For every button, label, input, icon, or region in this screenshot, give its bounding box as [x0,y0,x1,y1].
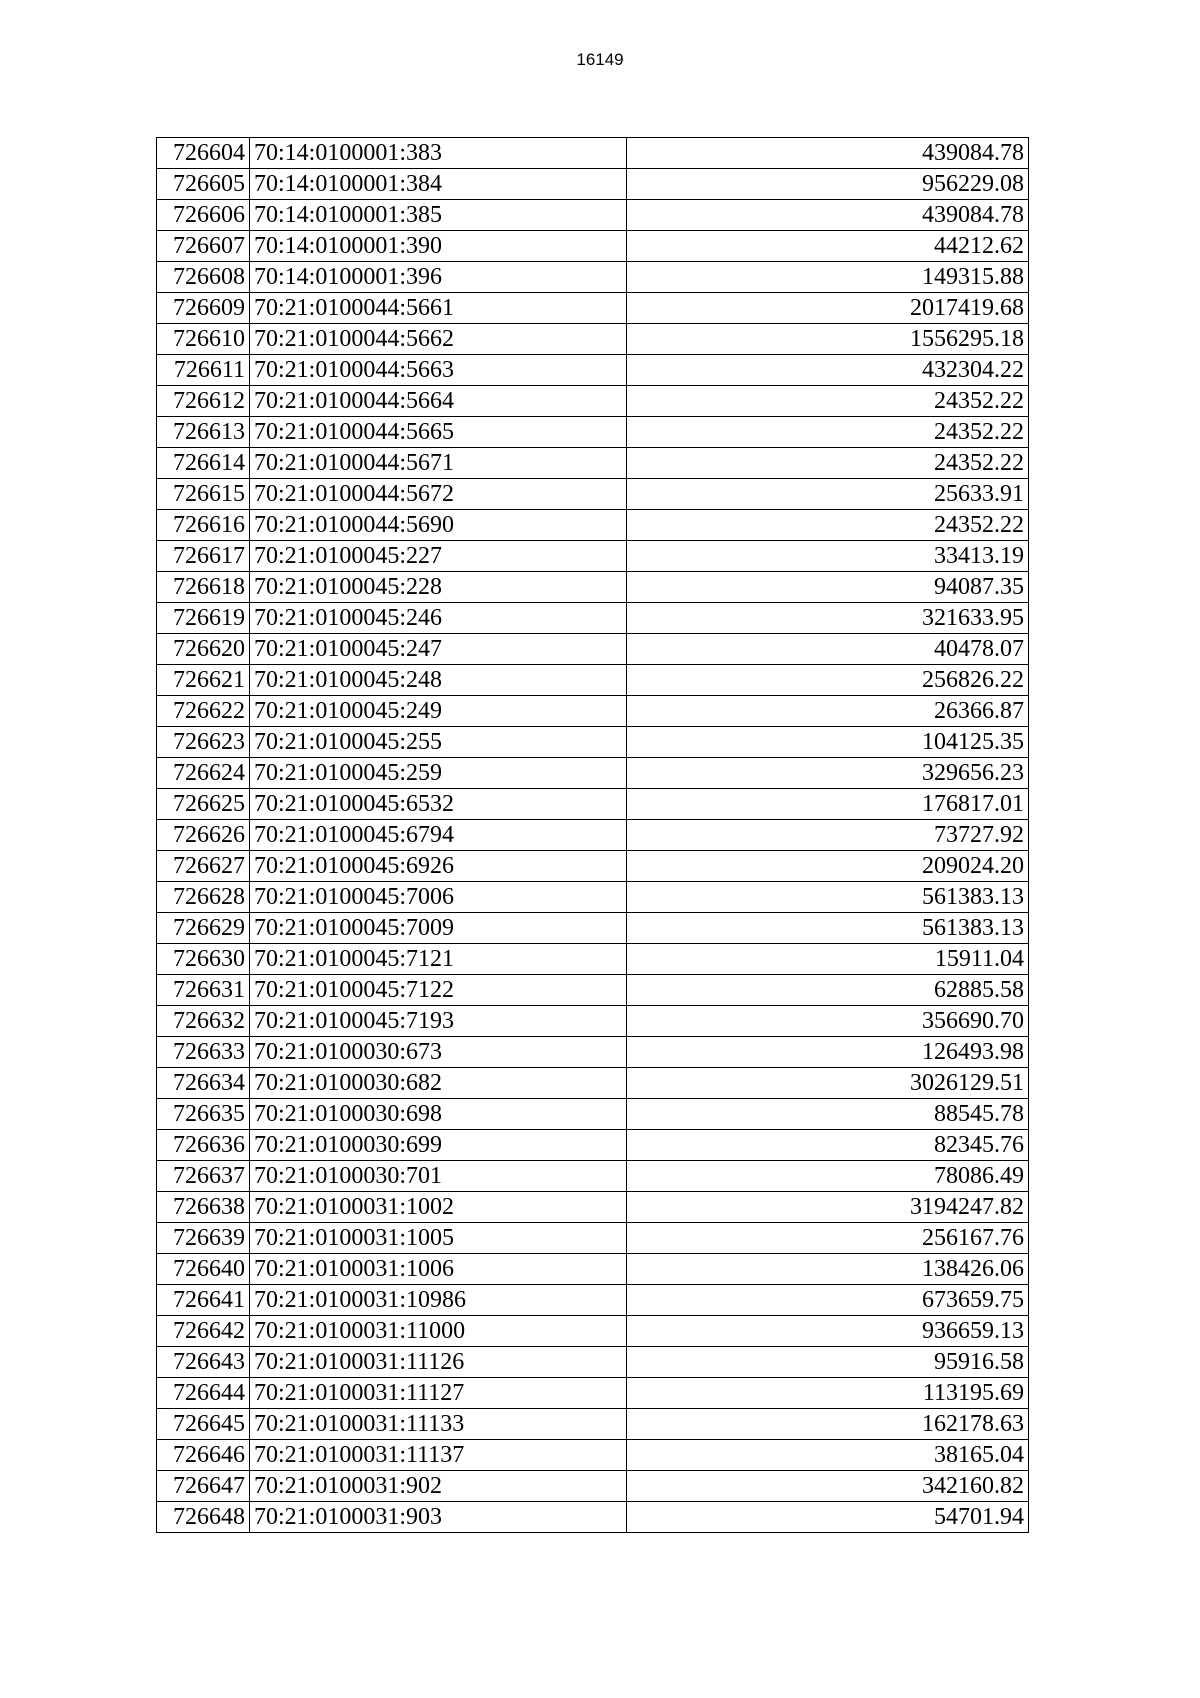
value-cell: 78086.49 [627,1161,1029,1192]
cadastral-number-cell: 70:21:0100031:11133 [250,1409,627,1440]
row-id-cell: 726610 [157,324,250,355]
cadastral-number-cell: 70:21:0100031:11137 [250,1440,627,1471]
row-id-cell: 726634 [157,1068,250,1099]
row-id-cell: 726616 [157,510,250,541]
row-id-cell: 726631 [157,975,250,1006]
value-cell: 256167.76 [627,1223,1029,1254]
table-row [157,696,1029,727]
table-row [157,1099,1029,1130]
table-row [157,293,1029,324]
row-id-cell: 726613 [157,417,250,448]
table-row [157,231,1029,262]
table-row [157,603,1029,634]
table-row [157,944,1029,975]
value-cell: 62885.58 [627,975,1029,1006]
table-row [157,200,1029,231]
value-cell: 209024.20 [627,851,1029,882]
table-row [157,1285,1029,1316]
value-cell: 44212.62 [627,231,1029,262]
value-cell: 126493.98 [627,1037,1029,1068]
cadastral-number-cell: 70:21:0100030:699 [250,1130,627,1161]
table-row [157,1037,1029,1068]
cadastral-number-cell: 70:21:0100044:5661 [250,293,627,324]
value-cell: 24352.22 [627,510,1029,541]
row-id-cell: 726609 [157,293,250,324]
row-id-cell: 726621 [157,665,250,696]
value-cell: 95916.58 [627,1347,1029,1378]
cadastral-number-cell: 70:14:0100001:396 [250,262,627,293]
table-row [157,1068,1029,1099]
registry-table-body [157,138,1029,1533]
table-row [157,1254,1029,1285]
table-row [157,1347,1029,1378]
row-id-cell: 726644 [157,1378,250,1409]
cadastral-number-cell: 70:21:0100031:1002 [250,1192,627,1223]
value-cell: 82345.76 [627,1130,1029,1161]
value-cell: 162178.63 [627,1409,1029,1440]
cadastral-number-cell: 70:21:0100045:246 [250,603,627,634]
value-cell: 149315.88 [627,262,1029,293]
cadastral-number-cell: 70:21:0100045:6926 [250,851,627,882]
row-id-cell: 726608 [157,262,250,293]
cadastral-number-cell: 70:21:0100045:7121 [250,944,627,975]
table-row [157,324,1029,355]
table-row [157,510,1029,541]
row-id-cell: 726625 [157,789,250,820]
row-id-cell: 726629 [157,913,250,944]
row-id-cell: 726615 [157,479,250,510]
table-row [157,634,1029,665]
cadastral-number-cell: 70:21:0100031:1006 [250,1254,627,1285]
row-id-cell: 726620 [157,634,250,665]
table-row [157,479,1029,510]
value-cell: 15911.04 [627,944,1029,975]
value-cell: 439084.78 [627,138,1029,169]
row-id-cell: 726622 [157,696,250,727]
value-cell: 3194247.82 [627,1192,1029,1223]
row-id-cell: 726642 [157,1316,250,1347]
row-id-cell: 726638 [157,1192,250,1223]
table-row [157,820,1029,851]
cadastral-number-cell: 70:21:0100045:247 [250,634,627,665]
cadastral-number-cell: 70:21:0100045:255 [250,727,627,758]
value-cell: 956229.08 [627,169,1029,200]
table-row [157,851,1029,882]
row-id-cell: 726643 [157,1347,250,1378]
cadastral-number-cell: 70:21:0100044:5662 [250,324,627,355]
cadastral-number-cell: 70:21:0100031:11126 [250,1347,627,1378]
row-id-cell: 726647 [157,1471,250,1502]
table-row [157,169,1029,200]
cadastral-number-cell: 70:21:0100031:11000 [250,1316,627,1347]
row-id-cell: 726618 [157,572,250,603]
value-cell: 329656.23 [627,758,1029,789]
row-id-cell: 726637 [157,1161,250,1192]
row-id-cell: 726612 [157,386,250,417]
cadastral-number-cell: 70:21:0100030:698 [250,1099,627,1130]
value-cell: 673659.75 [627,1285,1029,1316]
cadastral-number-cell: 70:14:0100001:383 [250,138,627,169]
value-cell: 104125.35 [627,727,1029,758]
cadastral-number-cell: 70:14:0100001:390 [250,231,627,262]
table-row [157,1471,1029,1502]
row-id-cell: 726611 [157,355,250,386]
row-id-cell: 726648 [157,1502,250,1533]
table-row [157,1161,1029,1192]
table-row [157,975,1029,1006]
table-row [157,138,1029,169]
value-cell: 561383.13 [627,882,1029,913]
table-row [157,1192,1029,1223]
table-row [157,417,1029,448]
registry-table [156,137,1029,1533]
row-id-cell: 726628 [157,882,250,913]
value-cell: 73727.92 [627,820,1029,851]
table-row [157,758,1029,789]
table-row [157,1378,1029,1409]
row-id-cell: 726626 [157,820,250,851]
value-cell: 40478.07 [627,634,1029,665]
table-row [157,665,1029,696]
table-row [157,1409,1029,1440]
table-row [157,386,1029,417]
table-row [157,262,1029,293]
cadastral-number-cell: 70:21:0100045:7193 [250,1006,627,1037]
cadastral-number-cell: 70:21:0100045:6794 [250,820,627,851]
row-id-cell: 726645 [157,1409,250,1440]
cadastral-number-cell: 70:21:0100031:1005 [250,1223,627,1254]
value-cell: 38165.04 [627,1440,1029,1471]
value-cell: 24352.22 [627,386,1029,417]
table-row [157,1223,1029,1254]
table-row [157,1440,1029,1471]
cadastral-number-cell: 70:21:0100044:5664 [250,386,627,417]
value-cell: 24352.22 [627,417,1029,448]
cadastral-number-cell: 70:21:0100044:5665 [250,417,627,448]
table-row [157,1130,1029,1161]
cadastral-number-cell: 70:21:0100045:7006 [250,882,627,913]
cadastral-number-cell: 70:21:0100045:248 [250,665,627,696]
row-id-cell: 726606 [157,200,250,231]
table-row [157,1502,1029,1533]
table-row [157,572,1029,603]
cadastral-number-cell: 70:21:0100044:5672 [250,479,627,510]
value-cell: 2017419.68 [627,293,1029,324]
row-id-cell: 726635 [157,1099,250,1130]
value-cell: 138426.06 [627,1254,1029,1285]
value-cell: 342160.82 [627,1471,1029,1502]
cadastral-number-cell: 70:14:0100001:384 [250,169,627,200]
table-row [157,355,1029,386]
cadastral-number-cell: 70:21:0100045:228 [250,572,627,603]
value-cell: 25633.91 [627,479,1029,510]
row-id-cell: 726640 [157,1254,250,1285]
value-cell: 24352.22 [627,448,1029,479]
row-id-cell: 726605 [157,169,250,200]
value-cell: 3026129.51 [627,1068,1029,1099]
value-cell: 26366.87 [627,696,1029,727]
table-row [157,448,1029,479]
cadastral-number-cell: 70:21:0100044:5671 [250,448,627,479]
row-id-cell: 726636 [157,1130,250,1161]
value-cell: 561383.13 [627,913,1029,944]
cadastral-number-cell: 70:21:0100045:6532 [250,789,627,820]
value-cell: 936659.13 [627,1316,1029,1347]
cadastral-number-cell: 70:21:0100045:227 [250,541,627,572]
cadastral-number-cell: 70:21:0100045:259 [250,758,627,789]
cadastral-number-cell: 70:21:0100044:5663 [250,355,627,386]
cadastral-number-cell: 70:21:0100044:5690 [250,510,627,541]
value-cell: 176817.01 [627,789,1029,820]
value-cell: 33413.19 [627,541,1029,572]
row-id-cell: 726614 [157,448,250,479]
cadastral-number-cell: 70:21:0100030:673 [250,1037,627,1068]
table-row [157,882,1029,913]
cadastral-number-cell: 70:21:0100031:902 [250,1471,627,1502]
row-id-cell: 726632 [157,1006,250,1037]
value-cell: 54701.94 [627,1502,1029,1533]
table-row [157,789,1029,820]
value-cell: 113195.69 [627,1378,1029,1409]
table-row [157,1006,1029,1037]
row-id-cell: 726624 [157,758,250,789]
row-id-cell: 726641 [157,1285,250,1316]
row-id-cell: 726607 [157,231,250,262]
value-cell: 94087.35 [627,572,1029,603]
row-id-cell: 726617 [157,541,250,572]
cadastral-number-cell: 70:21:0100030:701 [250,1161,627,1192]
cadastral-number-cell: 70:21:0100045:7009 [250,913,627,944]
cadastral-number-cell: 70:21:0100031:10986 [250,1285,627,1316]
cadastral-number-cell: 70:21:0100045:7122 [250,975,627,1006]
row-id-cell: 726639 [157,1223,250,1254]
cadastral-number-cell: 70:14:0100001:385 [250,200,627,231]
value-cell: 256826.22 [627,665,1029,696]
row-id-cell: 726646 [157,1440,250,1471]
table-row [157,727,1029,758]
value-cell: 321633.95 [627,603,1029,634]
page-number: 16149 [576,50,624,69]
value-cell: 88545.78 [627,1099,1029,1130]
value-cell: 432304.22 [627,355,1029,386]
table-row [157,541,1029,572]
cadastral-number-cell: 70:21:0100031:903 [250,1502,627,1533]
row-id-cell: 726630 [157,944,250,975]
table-row [157,1316,1029,1347]
cadastral-number-cell: 70:21:0100031:11127 [250,1378,627,1409]
row-id-cell: 726623 [157,727,250,758]
row-id-cell: 726619 [157,603,250,634]
value-cell: 439084.78 [627,200,1029,231]
table-row [157,913,1029,944]
value-cell: 356690.70 [627,1006,1029,1037]
row-id-cell: 726633 [157,1037,250,1068]
row-id-cell: 726604 [157,138,250,169]
value-cell: 1556295.18 [627,324,1029,355]
cadastral-number-cell: 70:21:0100045:249 [250,696,627,727]
row-id-cell: 726627 [157,851,250,882]
cadastral-number-cell: 70:21:0100030:682 [250,1068,627,1099]
